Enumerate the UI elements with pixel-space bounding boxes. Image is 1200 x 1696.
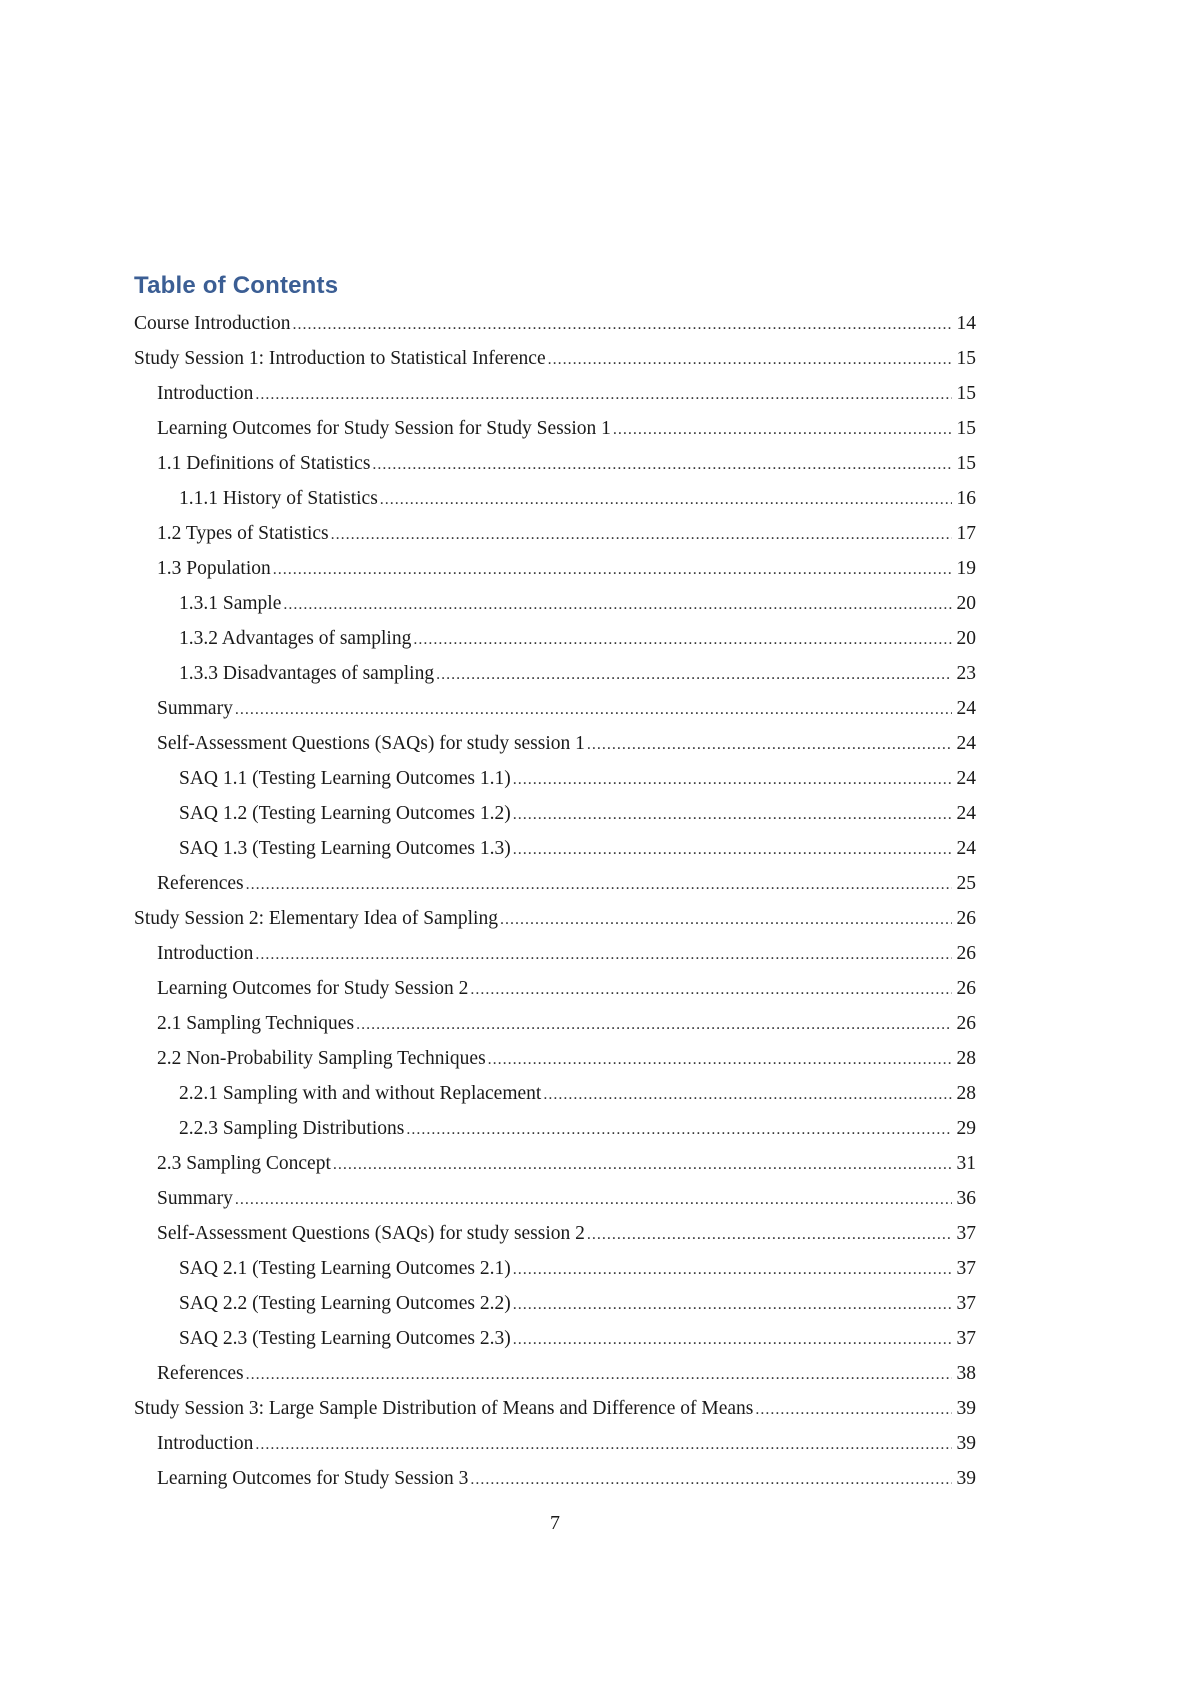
toc-entry-page: 28 — [956, 1083, 976, 1104]
toc-entry-label: Self-Assessment Questions (SAQs) for study session 1 — [157, 733, 585, 754]
dot-leader — [543, 1077, 952, 1112]
toc-entry[interactable] — [134, 516, 976, 551]
dot-leader — [587, 727, 952, 762]
toc-entry-label: SAQ 2.3 (Testing Learning Outcomes 2.3) — [179, 1328, 511, 1349]
toc-entry-label: 1.3.1 Sample — [179, 593, 282, 614]
dot-leader — [500, 902, 952, 937]
toc-entry-label: 2.3 Sampling Concept — [157, 1153, 331, 1174]
toc-entry-label: 1.3.3 Disadvantages of sampling — [179, 663, 435, 684]
toc-entry-label: 1.3.2 Advantages of sampling — [179, 628, 412, 649]
toc-entry-label: 2.2.3 Sampling Distributions — [179, 1118, 405, 1139]
toc-entry[interactable] — [134, 866, 976, 901]
dot-leader — [488, 1042, 952, 1077]
toc-entry-page: 24 — [956, 768, 976, 789]
toc-entry[interactable] — [134, 1356, 976, 1391]
toc-entry-page: 37 — [956, 1328, 976, 1349]
toc-entry[interactable] — [134, 1286, 976, 1321]
dot-leader — [470, 972, 952, 1007]
toc-entry[interactable] — [134, 831, 976, 866]
dot-leader — [513, 1252, 952, 1287]
toc-entry-label: Summary — [157, 1188, 233, 1209]
toc-entry[interactable] — [134, 1181, 976, 1216]
toc-entry-label: Course Introduction — [134, 313, 291, 334]
toc-entry[interactable] — [134, 796, 976, 831]
toc-entry-label: SAQ 2.1 (Testing Learning Outcomes 2.1) — [179, 1258, 511, 1279]
dot-leader — [587, 1217, 952, 1252]
toc-entry-page: 20 — [956, 628, 976, 649]
dot-leader — [548, 342, 952, 377]
toc-entry-page: 37 — [956, 1293, 976, 1314]
toc-entry-page: 26 — [956, 1013, 976, 1034]
page-number: 7 — [550, 1512, 560, 1534]
dot-leader — [333, 1147, 952, 1182]
toc-entry[interactable] — [134, 691, 976, 726]
toc-entry-label: SAQ 1.2 (Testing Learning Outcomes 1.2) — [179, 803, 511, 824]
toc-entry-label: Learning Outcomes for Study Session for Study Session 1 — [157, 418, 611, 439]
dot-leader — [356, 1007, 952, 1042]
toc-list — [134, 306, 976, 1496]
dot-leader — [413, 622, 952, 657]
toc-entry-page: 26 — [956, 943, 976, 964]
toc-entry-label: 1.2 Types of Statistics — [157, 523, 329, 544]
dot-leader — [235, 692, 952, 727]
toc-entry[interactable] — [134, 481, 976, 516]
toc-entry-page: 24 — [956, 698, 976, 719]
toc-entry-label: Summary — [157, 698, 233, 719]
toc-entry-page: 31 — [956, 1153, 976, 1174]
toc-entry-page: 23 — [956, 663, 976, 684]
dot-leader — [372, 447, 952, 482]
toc-entry-label: 2.2.1 Sampling with and without Replacement — [179, 1083, 542, 1104]
dot-leader — [246, 867, 952, 902]
toc-entry-label: Self-Assessment Questions (SAQs) for study session 2 — [157, 1223, 585, 1244]
toc-entry-page: 15 — [956, 453, 976, 474]
toc-entry-page: 39 — [956, 1468, 976, 1489]
toc-entry-page: 37 — [956, 1258, 976, 1279]
dot-leader — [255, 377, 952, 412]
toc-entry-label: Introduction — [157, 943, 254, 964]
toc-entry[interactable] — [134, 761, 976, 796]
toc-entry-label: SAQ 2.2 (Testing Learning Outcomes 2.2) — [179, 1293, 511, 1314]
toc-entry[interactable] — [134, 376, 976, 411]
toc-entry[interactable] — [134, 1251, 976, 1286]
toc-entry-label: Introduction — [157, 383, 254, 404]
toc-entry[interactable] — [134, 656, 976, 691]
toc-entry-page: 24 — [956, 803, 976, 824]
toc-entry[interactable] — [134, 1321, 976, 1356]
toc-entry-page: 16 — [956, 488, 976, 509]
dot-leader — [513, 1287, 952, 1322]
toc-title: Table of Contents — [134, 272, 339, 299]
toc-entry-page: 14 — [956, 313, 976, 334]
dot-leader — [255, 937, 952, 972]
toc-entry-label: SAQ 1.1 (Testing Learning Outcomes 1.1) — [179, 768, 511, 789]
toc-entry[interactable] — [134, 1146, 976, 1181]
dot-leader — [613, 412, 952, 447]
toc-entry-page: 24 — [956, 733, 976, 754]
toc-entry-label: Study Session 2: Elementary Idea of Sampling — [134, 908, 498, 929]
toc-entry-page: 38 — [956, 1363, 976, 1384]
toc-entry[interactable] — [134, 1076, 976, 1111]
toc-entry[interactable] — [134, 1426, 976, 1461]
toc-entry-label: Study Session 3: Large Sample Distribution of Means and Difference of Means — [134, 1398, 754, 1419]
toc-entry-page: 15 — [956, 348, 976, 369]
toc-entry[interactable] — [134, 726, 976, 761]
toc-entry-page: 19 — [956, 558, 976, 579]
toc-entry-page: 39 — [956, 1433, 976, 1454]
toc-entry-page: 37 — [956, 1223, 976, 1244]
toc-entry[interactable] — [134, 446, 976, 481]
toc-entry[interactable] — [134, 1111, 976, 1146]
toc-entry[interactable] — [134, 1006, 976, 1041]
toc-entry[interactable] — [134, 411, 976, 446]
dot-leader — [283, 587, 952, 622]
dot-leader — [406, 1112, 952, 1147]
dot-leader — [246, 1357, 952, 1392]
dot-leader — [513, 832, 952, 867]
toc-entry-page: 25 — [956, 873, 976, 894]
toc-entry[interactable] — [134, 1461, 976, 1496]
toc-entry[interactable] — [134, 551, 976, 586]
dot-leader — [513, 1322, 952, 1357]
toc-entry-page: 39 — [956, 1398, 976, 1419]
toc-entry-page: 15 — [956, 418, 976, 439]
dot-leader — [513, 762, 952, 797]
toc-entry-page: 29 — [956, 1118, 976, 1139]
toc-entry-label: Study Session 1: Introduction to Statistical Inference — [134, 348, 546, 369]
toc-entry[interactable] — [134, 936, 976, 971]
toc-entry[interactable] — [134, 306, 976, 341]
toc-entry-label: References — [157, 1363, 244, 1384]
toc-entry-page: 26 — [956, 978, 976, 999]
dot-leader — [755, 1392, 952, 1427]
toc-entry[interactable] — [134, 901, 976, 936]
toc-entry-page: 36 — [956, 1188, 976, 1209]
toc-entry-label: 1.1.1 History of Statistics — [179, 488, 378, 509]
toc-entry-label: Learning Outcomes for Study Session 2 — [157, 978, 469, 999]
toc-entry-label: 2.2 Non-Probability Sampling Techniques — [157, 1048, 486, 1069]
toc-entry-label: 1.3 Population — [157, 558, 271, 579]
dot-leader — [235, 1182, 952, 1217]
toc-entry-label: Learning Outcomes for Study Session 3 — [157, 1468, 469, 1489]
toc-entry[interactable] — [134, 1041, 976, 1076]
dot-leader — [273, 552, 952, 587]
toc-entry[interactable] — [134, 1216, 976, 1251]
dot-leader — [380, 482, 952, 517]
toc-entry-page: 26 — [956, 908, 976, 929]
toc-entry[interactable] — [134, 971, 976, 1006]
toc-entry-label: Introduction — [157, 1433, 254, 1454]
toc-entry[interactable] — [134, 621, 976, 656]
toc-entry-page: 28 — [956, 1048, 976, 1069]
toc-entry-label: References — [157, 873, 244, 894]
dot-leader — [436, 657, 952, 692]
toc-entry[interactable] — [134, 586, 976, 621]
dot-leader — [470, 1462, 952, 1497]
dot-leader — [293, 307, 952, 342]
dot-leader — [331, 517, 952, 552]
toc-entry-label: SAQ 1.3 (Testing Learning Outcomes 1.3) — [179, 838, 511, 859]
dot-leader — [255, 1427, 952, 1462]
toc-entry-page: 20 — [956, 593, 976, 614]
toc-entry-page: 15 — [956, 383, 976, 404]
toc-entry[interactable] — [134, 341, 976, 376]
dot-leader — [513, 797, 952, 832]
toc-entry-page: 24 — [956, 838, 976, 859]
toc-entry-label: 1.1 Definitions of Statistics — [157, 453, 371, 474]
toc-entry[interactable] — [134, 1391, 976, 1426]
toc-entry-label: 2.1 Sampling Techniques — [157, 1013, 355, 1034]
toc-entry-page: 17 — [956, 523, 976, 544]
